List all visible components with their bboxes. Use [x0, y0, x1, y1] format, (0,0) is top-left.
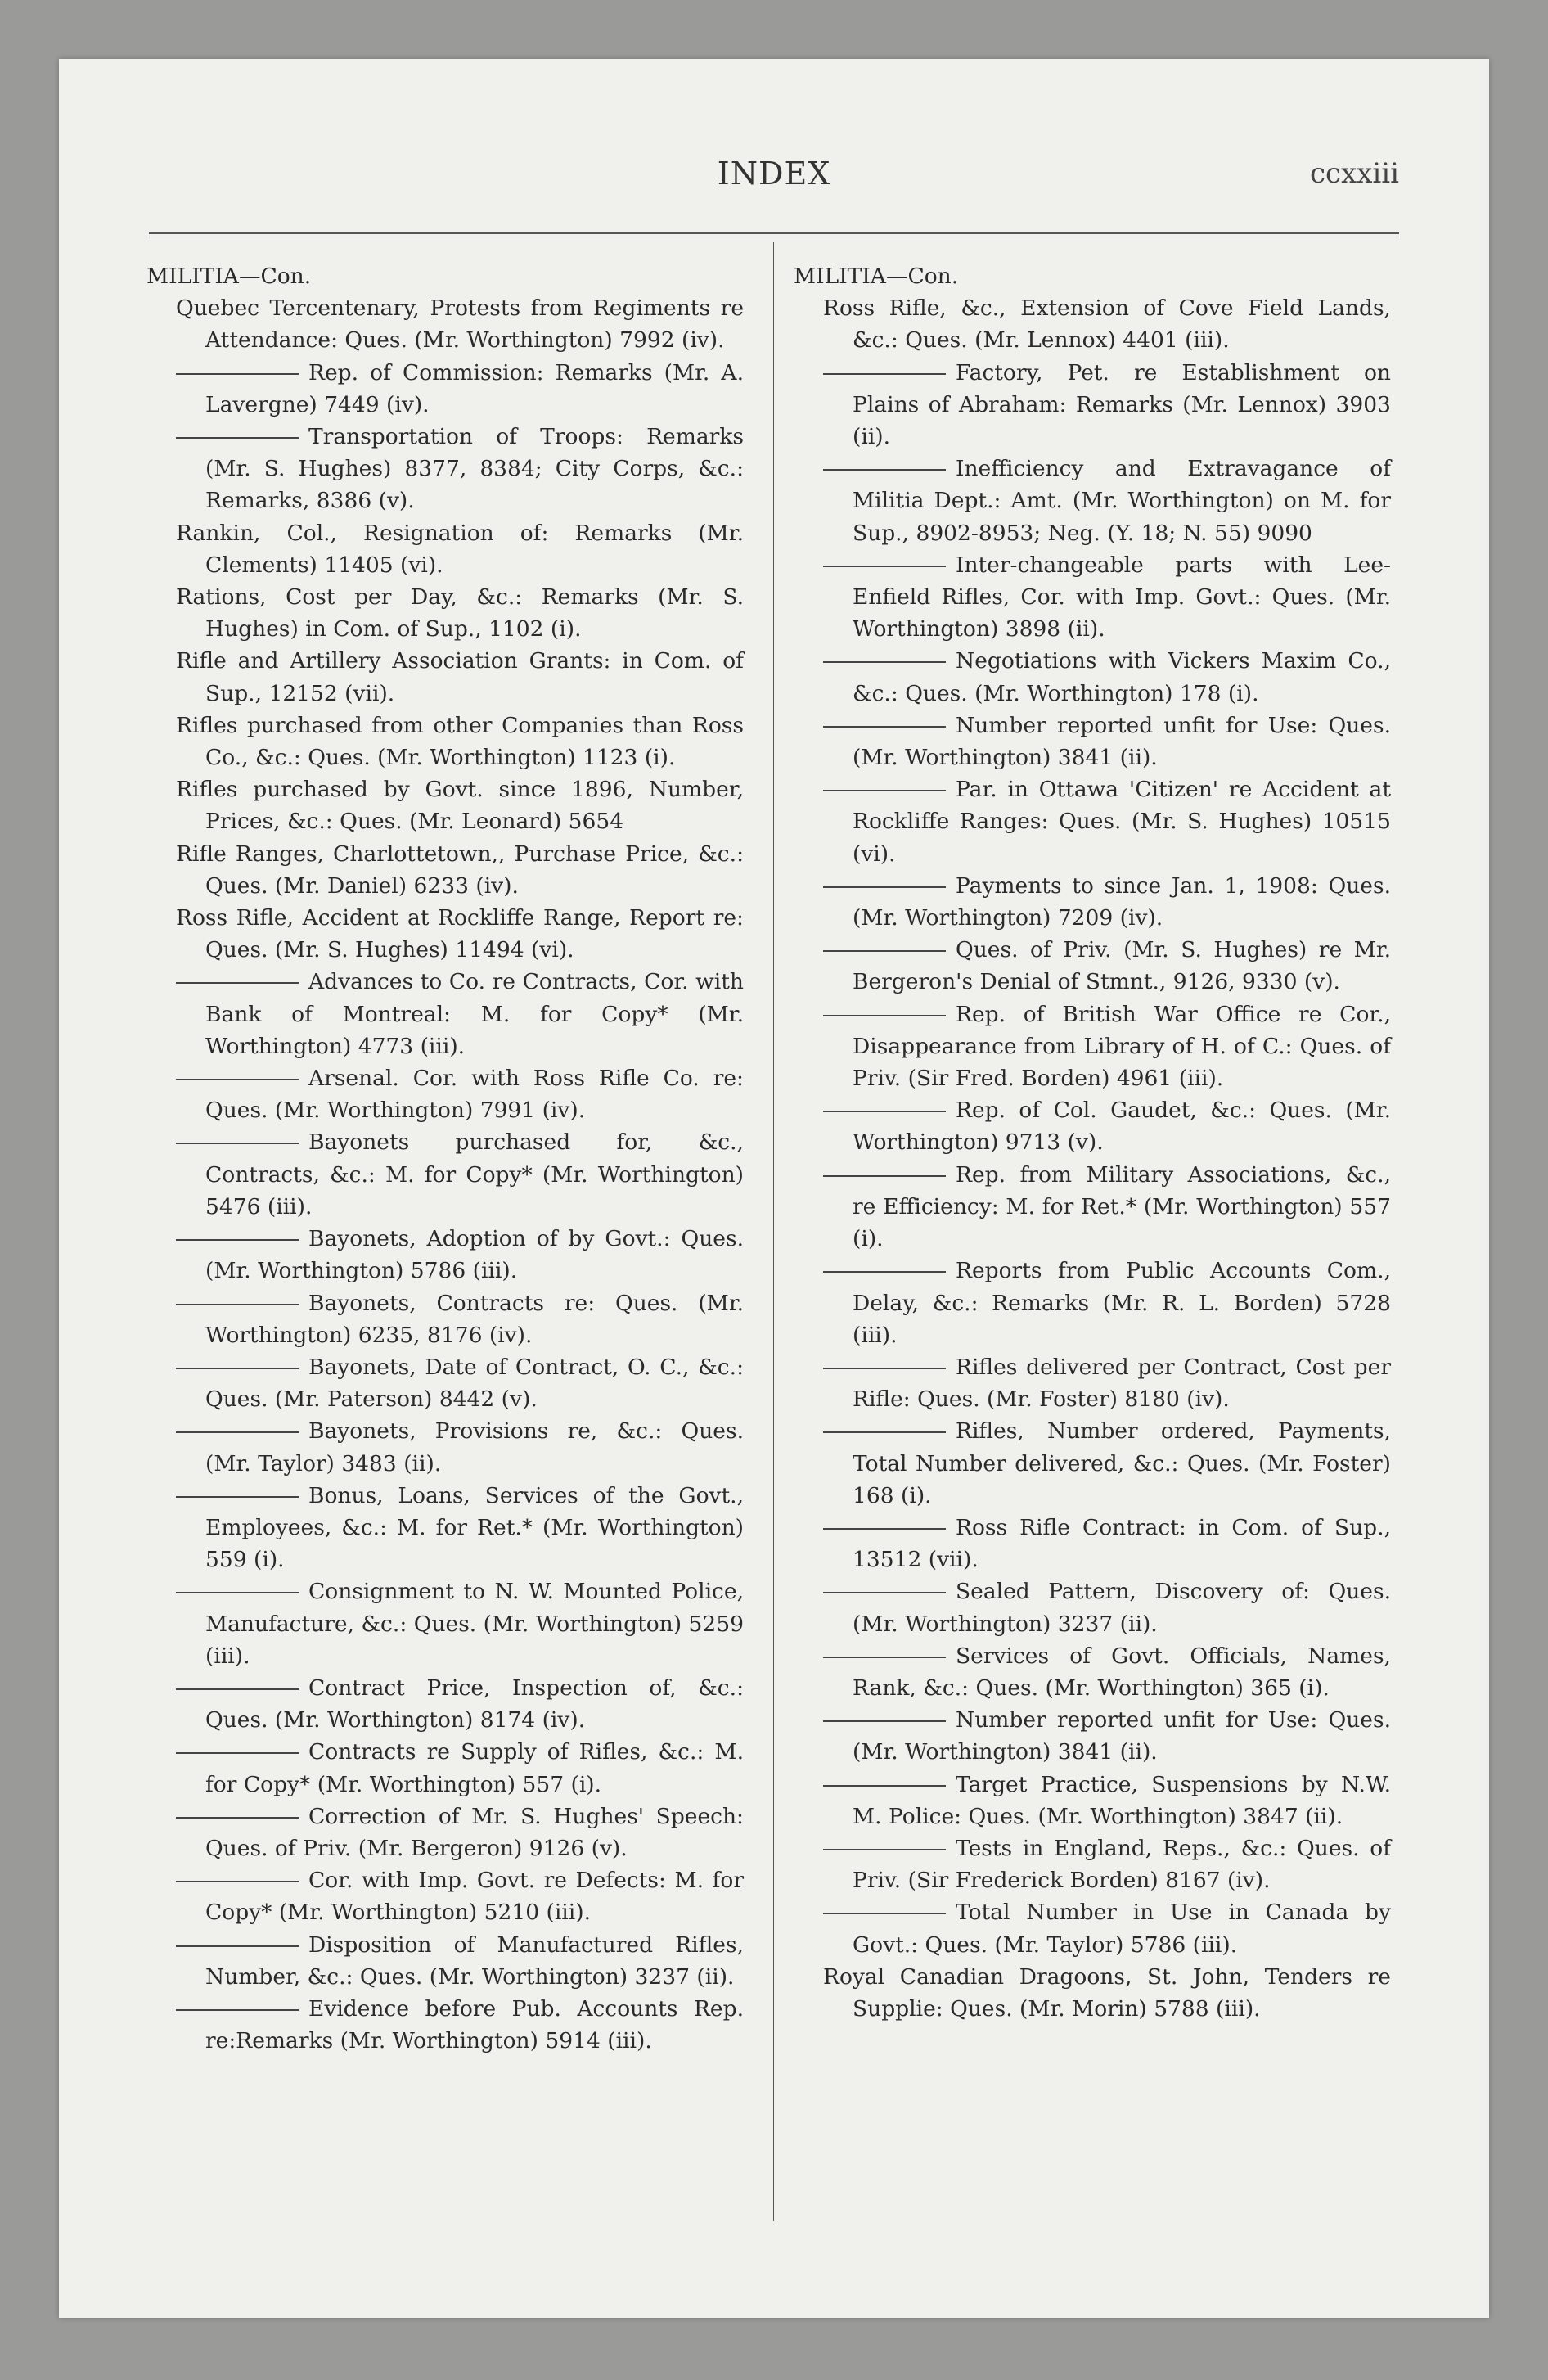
ditto-dash [176, 1688, 299, 1690]
index-entry [823, 1832, 1391, 1896]
index-entry [823, 1351, 1391, 1415]
entry-text: Rations, Cost per Day, &c.: Remarks (Mr. S. Hughes) in Com. of Sup., 1102 (i). [176, 584, 744, 642]
ditto-dash [176, 437, 299, 439]
index-entry [176, 1062, 744, 1126]
entry-text: Rep. from Military Associations, &c., re Efficiency: M. for Ret.* (Mr. Worthington) 557 (i). [853, 1161, 1391, 1252]
page-title: INDEX [717, 156, 831, 192]
index-entry [823, 453, 1391, 549]
index-entry [176, 1223, 744, 1287]
ditto-dash [176, 1368, 299, 1369]
ditto-dash [823, 661, 946, 663]
entry-text: Inefficiency and Extravagance of Militia Dept.: Amt. (Mr. Worthington) on M. for Sup., 8902-8953; Neg. (Y. 18; N. 55) 9090 [853, 456, 1391, 546]
ditto-dash [176, 1079, 299, 1080]
entry-text: Royal Canadian Dragoons, St. John, Tenders re Supplie: Ques. (Mr. Morin) 5788 (iii). [823, 1963, 1391, 2022]
ditto-dash [823, 1528, 946, 1530]
ditto-dash [823, 886, 946, 888]
ditto-dash [176, 1239, 299, 1241]
entry-text: Rifles, Number ordered, Payments, Total Number delivered, &c.: Ques. (Mr. Foster) 168 (i). [853, 1418, 1391, 1508]
ditto-dash [823, 726, 946, 728]
ditto-dash [823, 1849, 946, 1850]
entry-text: Rep. of British War Office re Cor., Disappearance from Library of H. of C.: Ques. of Priv. (Sir Fred. Borden) 4961 (iii). [853, 1001, 1391, 1092]
ditto-dash [823, 790, 946, 791]
ditto-dash [823, 1592, 946, 1593]
ditto-dash [176, 1752, 299, 1754]
entry-text: Number reported unfit for Use: Ques. (Mr. Worthington) 3841 (ii). [853, 1707, 1391, 1765]
entry-text: Consignment to N. W. Mounted Police, Manufacture, &c.: Ques. (Mr. Worthington) 5259 (iii). [205, 1579, 744, 1669]
ditto-dash [823, 1431, 946, 1433]
entry-text: Bayonets, Date of Contract, O. C., &c.: Ques. (Mr. Paterson) 8442 (v). [205, 1354, 744, 1413]
index-entry [176, 1993, 744, 2057]
index-entry [176, 1672, 744, 1736]
ditto-dash [823, 469, 946, 471]
ditto-dash [176, 373, 299, 375]
index-entry [823, 1575, 1391, 1639]
entry-text: Factory, Pet. re Establishment on Plains of Abraham: Remarks (Mr. Lennox) 3903 (ii). [853, 359, 1391, 450]
entry-text: Rankin, Col., Resignation of: Remarks (Mr. Clements) 11405 (vi). [176, 520, 744, 578]
ditto-dash [823, 1175, 946, 1177]
index-entry [176, 1864, 744, 1928]
index-entry [176, 357, 744, 421]
index-entry [823, 1769, 1391, 1832]
entry-text: Rifles purchased from other Companies than Ross Co., &c.: Ques. (Mr. Worthington) 1123 (i). [176, 712, 744, 771]
ditto-dash [823, 1657, 946, 1658]
ditto-dash [823, 1913, 946, 1914]
running-head [59, 156, 1489, 205]
index-entry [823, 1704, 1391, 1768]
index-entry [176, 1126, 744, 1223]
index-entry [176, 421, 744, 517]
entry-text: Arsenal. Cor. with Ross Rifle Co. re: Ques. (Mr. Worthington) 7991 (iv). [205, 1066, 744, 1124]
index-entry [823, 549, 1391, 646]
ditto-dash [823, 373, 946, 375]
index-entry [823, 773, 1391, 870]
ditto-dash [176, 1143, 299, 1144]
index-entry [176, 581, 744, 645]
entry-text: Tests in England, Reps., &c.: Ques. of Priv. (Sir Frederick Borden) 8167 (iv). [853, 1835, 1391, 1894]
index-entry [176, 966, 744, 1062]
ditto-dash [823, 1785, 946, 1787]
entry-text: Rep. of Col. Gaudet, &c.: Ques. (Mr. Worthington) 9713 (v). [853, 1098, 1391, 1156]
ditto-dash [176, 982, 299, 984]
entry-text: Contracts re Supply of Rifles, &c.: M. for Copy* (Mr. Worthington) 557 (i). [205, 1739, 744, 1797]
entry-text: Rifles delivered per Contract, Cost per Rifle: Ques. (Mr. Foster) 8180 (iv). [853, 1354, 1391, 1413]
entry-text: Bayonets, Contracts re: Ques. (Mr. Worthington) 6235, 8176 (iv). [205, 1290, 744, 1348]
entry-text: Ross Rifle Contract: in Com. of Sup., 13512 (vii). [853, 1514, 1391, 1573]
index-entry [176, 1929, 744, 1993]
index-entry [823, 1961, 1391, 2025]
index-entry [176, 292, 744, 356]
section-heading: MILITIA—Con. [794, 264, 959, 289]
entry-list [146, 292, 744, 2057]
index-entry [823, 1094, 1391, 1158]
right-column [794, 260, 1391, 2025]
entry-text: Advances to Co. re Contracts, Cor. with Bank of Montreal: M. for Copy* (Mr. Worthington) 4773 (iii). [205, 969, 744, 1059]
index-entry [176, 838, 744, 902]
index-entry [823, 870, 1391, 934]
ditto-dash [823, 1271, 946, 1273]
entry-text: Par. in Ottawa 'Citizen' re Accident at Rockliffe Ranges: Ques. (Mr. S. Hughes) 10515 (vi). [853, 777, 1391, 867]
ditto-dash [176, 1592, 299, 1593]
entry-text: Total Number in Use in Canada by Govt.: Ques. (Mr. Taylor) 5786 (iii). [853, 1900, 1391, 1958]
index-entry [823, 1415, 1391, 1512]
index-entry [823, 645, 1391, 709]
entry-text: Cor. with Imp. Govt. re Defects: M. for Copy* (Mr. Worthington) 5210 (iii). [205, 1868, 744, 1926]
index-entry [176, 1287, 744, 1351]
entry-text: Target Practice, Suspensions by N.W. M. Police: Ques. (Mr. Worthington) 3847 (ii). [853, 1771, 1391, 1829]
entry-text: Services of Govt. Officials, Names, Rank, &c.: Ques. (Mr. Worthington) 365 (i). [853, 1643, 1391, 1701]
entry-text: Ross Rifle, Accident at Rockliffe Range, Report re: Ques. (Mr. S. Hughes) 11494 (vi). [176, 905, 744, 963]
index-entry [823, 292, 1391, 356]
index-entry [176, 1575, 744, 1672]
ditto-dash [176, 1304, 299, 1305]
ditto-dash [176, 1817, 299, 1819]
index-entry [176, 1351, 744, 1415]
entry-text: Quebec Tercentenary, Protests from Regiments re Attendance: Ques. (Mr. Worthington) 7992 (iv). [176, 295, 744, 354]
ditto-dash [823, 566, 946, 567]
entry-text: Sealed Pattern, Discovery of: Ques. (Mr. Worthington) 3237 (ii). [853, 1579, 1391, 1637]
entry-text: Number reported unfit for Use: Ques. (Mr. Worthington) 3841 (ii). [853, 712, 1391, 771]
index-entry [176, 517, 744, 581]
index-entry [823, 1255, 1391, 1351]
index-entry [823, 357, 1391, 453]
index-entry [823, 998, 1391, 1095]
entry-text: Negotiations with Vickers Maxim Co., &c.: Ques. (Mr. Worthington) 178 (i). [853, 648, 1391, 706]
index-entry [823, 1159, 1391, 1255]
ditto-dash [176, 1431, 299, 1433]
entry-text: Transportation of Troops: Remarks (Mr. S. Hughes) 8377, 8384; City Corps, &c.: Remarks, 8386 (v). [205, 424, 744, 514]
index-entry [823, 1512, 1391, 1575]
entry-list [794, 292, 1391, 2025]
left-column [146, 260, 744, 2057]
index-entry [176, 1480, 744, 1576]
index-entry [176, 710, 744, 773]
entry-text: Ques. of Priv. (Mr. S. Hughes) re Mr. Bergeron's Denial of Stmnt., 9126, 9330 (v). [853, 937, 1391, 995]
index-entry [176, 1736, 744, 1800]
entry-text: Rifle Ranges, Charlottetown,, Purchase Price, &c.: Ques. (Mr. Daniel) 6233 (iv). [176, 841, 744, 899]
index-entry [176, 1415, 744, 1479]
page-number: ccxxiii [1309, 157, 1399, 190]
index-entry [823, 710, 1391, 773]
entry-text: Bayonets purchased for, &c., Contracts, &c.: M. for Copy* (Mr. Worthington) 5476 (iii). [205, 1129, 744, 1219]
ditto-dash [823, 1015, 946, 1016]
document-page [59, 59, 1489, 2318]
entry-text: Contract Price, Inspection of, &c.: Ques. (Mr. Worthington) 8174 (iv). [205, 1675, 744, 1733]
entry-text: Bonus, Loans, Services of the Govt., Employees, &c.: M. for Ret.* (Mr. Worthington) 559 (i). [205, 1482, 744, 1573]
entry-text: Rep. of Commission: Remarks (Mr. A. Lavergne) 7449 (iv). [205, 359, 744, 417]
column-divider [773, 242, 774, 2221]
entry-text: Correction of Mr. S. Hughes' Speech: Ques. of Priv. (Mr. Bergeron) 9126 (v). [205, 1803, 744, 1861]
entry-text: Inter-changeable parts with Lee-Enfield Rifles, Cor. with Imp. Govt.: Ques. (Mr. Worthington) 3898 (ii). [853, 552, 1391, 642]
section-heading: MILITIA—Con. [146, 264, 312, 289]
index-entry [176, 645, 744, 709]
index-entry [823, 1640, 1391, 1704]
ditto-dash [823, 950, 946, 952]
entry-text: Rifle and Artillery Association Grants: in Com. of Sup., 12152 (vii). [176, 648, 744, 706]
index-entry [176, 1801, 744, 1864]
index-entry [176, 773, 744, 837]
ditto-dash [176, 2009, 299, 2011]
index-entry [176, 902, 744, 966]
ditto-dash [823, 1111, 946, 1112]
ditto-dash [176, 1945, 299, 1947]
header-rule [149, 232, 1399, 237]
entry-text: Disposition of Manufactured Rifles, Number, &c.: Ques. (Mr. Worthington) 3237 (ii). [205, 1931, 744, 1990]
ditto-dash [176, 1496, 299, 1498]
entry-text: Evidence before Pub. Accounts Rep. re:Remarks (Mr. Worthington) 5914 (iii). [205, 1995, 744, 2054]
ditto-dash [823, 1368, 946, 1369]
entry-text: Rifles purchased by Govt. since 1896, Number, Prices, &c.: Ques. (Mr. Leonard) 5654 [176, 777, 744, 835]
ditto-dash [176, 1881, 299, 1882]
entry-text: Ross Rifle, &c., Extension of Cove Field Lands, &c.: Ques. (Mr. Lennox) 4401 (iii). [823, 295, 1391, 354]
index-entry [823, 1896, 1391, 1960]
entry-text: Payments to since Jan. 1, 1908: Ques. (Mr. Worthington) 7209 (iv). [853, 872, 1391, 931]
index-entry [823, 934, 1391, 998]
entry-text: Reports from Public Accounts Com., Delay, &c.: Remarks (Mr. R. L. Borden) 5728 (iii). [853, 1258, 1391, 1348]
ditto-dash [823, 1720, 946, 1722]
entry-text: Bayonets, Provisions re, &c.: Ques. (Mr. Taylor) 3483 (ii). [205, 1418, 744, 1476]
entry-text: Bayonets, Adoption of by Govt.: Ques. (Mr. Worthington) 5786 (iii). [205, 1226, 744, 1284]
